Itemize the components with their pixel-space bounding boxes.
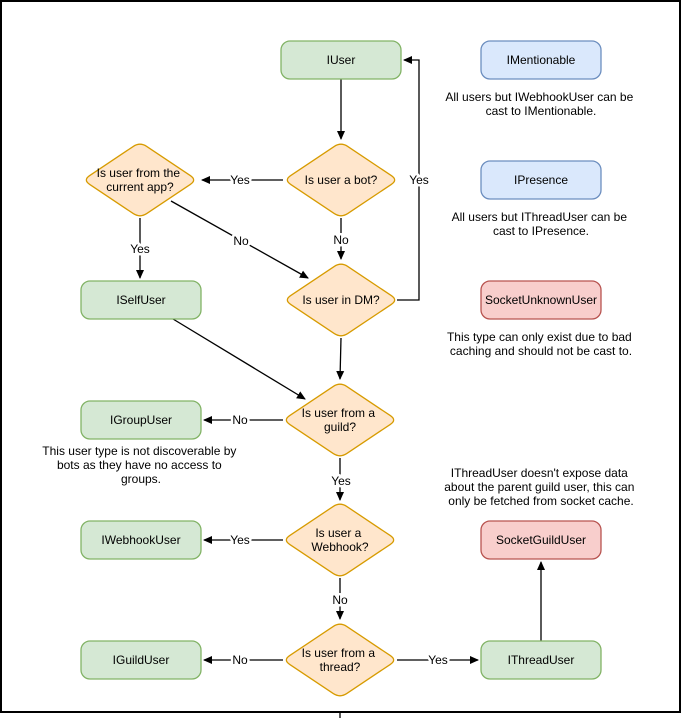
node-iguilduser-label: IGuildUser — [112, 653, 170, 667]
node-ipresence-label: IPresence — [513, 173, 569, 187]
node-igroupuser-label: IGroupUser — [109, 413, 173, 427]
note-ithreaduser: IThreadUser doesn't expose data about the parent guild user, this can only be fetched from socket cache. — [444, 466, 635, 508]
note-ipresence: All users but IThreadUser can be cast to IPresence. — [451, 210, 628, 238]
edge-label-isthread-no: No — [232, 653, 248, 667]
node-socketunknownuser — [481, 281, 601, 319]
decision-is-user-from-thread — [286, 624, 393, 696]
decision-is-user-in-dm-label: Is user in DM? — [302, 293, 380, 307]
decision-is-user-from-guild — [286, 384, 393, 456]
edge-label-isbot-no: No — [333, 233, 349, 247]
node-imentionable — [481, 41, 601, 79]
node-iuser — [281, 41, 401, 79]
node-ithreaduser-label: IThreadUser — [507, 653, 575, 667]
node-socketguilduser-label: SocketGuildUser — [495, 533, 587, 547]
decision-is-user-from-guild-label: Is user from a guild? — [301, 406, 376, 434]
node-iwebhookuser-label: IWebhookUser — [101, 533, 181, 547]
node-ipresence — [481, 161, 601, 199]
edge-label-currentapp-no: No — [233, 234, 249, 248]
note-socketunknownuser: This type can only exist due to bad caching and should not be cast to. — [446, 330, 633, 358]
node-iuser-label: IUser — [326, 53, 356, 67]
node-iselfuser-label: ISelfUser — [116, 293, 166, 307]
edge-label-isdm-yes: Yes — [409, 173, 429, 187]
node-socketguilduser — [481, 521, 601, 559]
edge-isdm-to-isguild — [340, 338, 341, 379]
node-socketunknownuser-label: SocketUnknownUser — [484, 293, 598, 307]
edge-label-iswebhook-no: No — [332, 593, 348, 607]
edge-label-isbot-yes: Yes — [230, 173, 250, 187]
node-iselfuser — [81, 281, 201, 319]
node-igroupuser — [81, 401, 201, 439]
decision-is-user-a-bot — [287, 144, 394, 216]
decision-is-user-a-webhook — [286, 504, 393, 576]
decision-is-user-from-thread-label: Is user from a thread? — [301, 646, 376, 674]
decision-is-user-a-bot-label: Is user a bot? — [304, 173, 378, 187]
node-imentionable-label: IMentionable — [506, 53, 576, 67]
edge-label-iswebhook-yes: Yes — [230, 533, 250, 547]
decision-is-user-a-webhook-label: Is user a Webhook? — [311, 526, 369, 554]
edge-label-currentapp-yes: Yes — [130, 242, 150, 256]
node-ithreaduser — [481, 641, 601, 679]
note-igroupuser: This user type is not discoverable by bots as they have no access to groups. — [42, 444, 237, 486]
edge-label-isguild-no: No — [232, 413, 248, 427]
node-iguilduser — [81, 641, 201, 679]
edge-label-isthread-yes: Yes — [428, 653, 448, 667]
decision-is-user-from-current-app-label: Is user from the current app? — [96, 166, 181, 194]
edge-iselfuser-to-isguild — [173, 319, 305, 399]
edge-label-isguild-yes: Yes — [331, 474, 351, 488]
node-iwebhookuser — [81, 521, 201, 559]
note-imentionable: All users but IWebhookUser can be cast to IMentionable. — [445, 90, 634, 118]
